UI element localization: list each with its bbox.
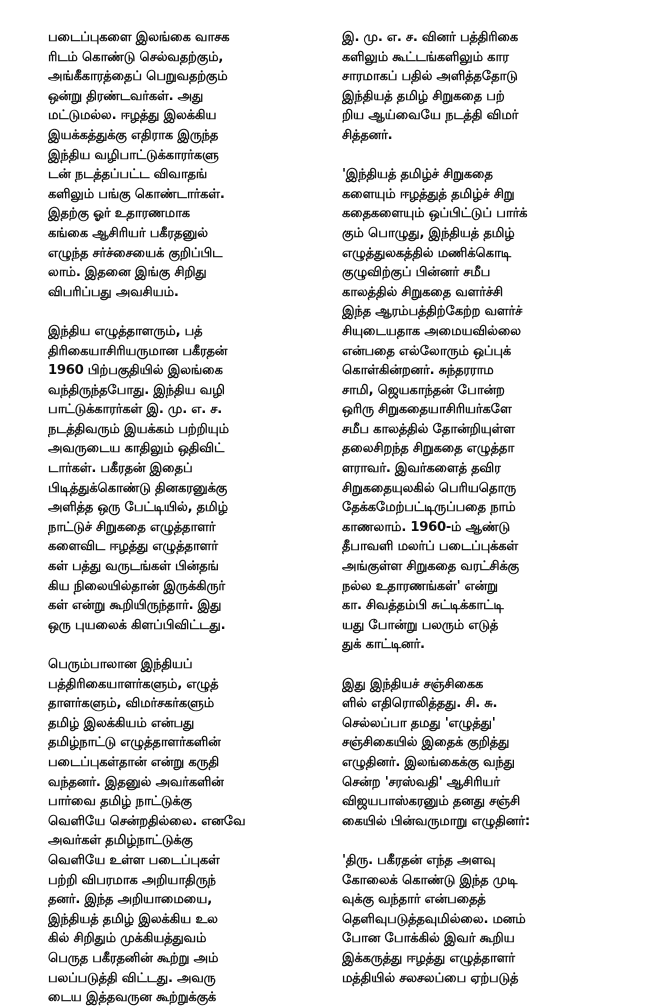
text-line: இக்கருத்து ஈழத்து எழுத்தாளர்	[342, 950, 515, 966]
text-line: தனர். இந்த அறியாமையை,	[48, 892, 212, 908]
text-line: கதைகளையும் ஒப்பிட்டுப் பார்க்	[342, 206, 528, 222]
text-line: திரிகையாசிரியருமான பகீரதன்	[48, 343, 228, 359]
text-line: பெரும்பாலான இந்தியப்	[48, 657, 193, 672]
text-line: இயக்கத்துக்கு எதிராக இருந்த	[48, 127, 219, 143]
text-line: இந்திய வழிபாட்டுக்காரர்களு	[48, 147, 219, 163]
text-line: களிலும் பங்கு கொண்டார்கள்.	[48, 186, 225, 202]
text-line: வெளியே சென்றதில்லை. எனவே	[48, 813, 246, 829]
text-line: ஒரு புயலைக் கிளப்பிவிட்டது.	[48, 617, 226, 633]
text-line: கோலைக் கொண்டு இந்த முடி	[342, 872, 518, 888]
text-line: வந்தனர். இதனுல் அவர்களின்	[48, 774, 224, 790]
text-line: இது இந்தியச் சஞ்சிகைக	[342, 676, 484, 692]
text-line: பார்வை தமிழ் நாட்டுக்கு	[48, 794, 192, 810]
text-line: குழுவிற்குப் பின்னர் சமீப	[342, 265, 491, 281]
text-line: விஜயபாஸ்கரனும் தனது சஞ்சி	[342, 794, 521, 810]
text-line: தேக்கமேற்பட்டிருப்பதை நாம்	[342, 500, 516, 516]
text-line: இதற்கு ஓர் உதாரணமாக	[48, 206, 190, 222]
text-line: கையில் பின்வருமாறு எழுதினர்:	[342, 813, 530, 829]
text-line: சாமி, ஜெயகாந்தன் போன்ற	[342, 382, 505, 398]
text-line: தலைசிறந்த சிறுகதை எழுத்தா	[342, 441, 515, 457]
paragraph-gap	[48, 635, 318, 655]
paragraph	[48, 655, 318, 1008]
text-line: களையும் ஈழத்துத் தமிழ்ச் சிறு	[342, 186, 515, 202]
text-line: மட்டுமல்ல. ஈழத்து இலக்கிய	[48, 108, 217, 124]
text-line: களிலும் கூட்டங்களிலும் கார	[342, 49, 509, 65]
text-line: எழுந்த சர்ச்சையைக் குறிப்பிட	[48, 245, 223, 261]
text-line: எழுதினர். இலங்கைக்கு வந்து	[342, 754, 515, 770]
text-line: தெளிவுபடுத்தவுமில்லை. மனம்	[342, 911, 526, 927]
text-line: தீபாவளி மலர்ப் படைப்புக்கள்	[342, 539, 519, 555]
text-line: வெளியே உள்ள படைப்புகள்	[48, 852, 220, 868]
text-line: ளராவர். இவர்களைத் தவிர	[342, 461, 501, 477]
text-line: கங்கை ஆசிரியர் பகீரதனுல்	[48, 225, 208, 241]
text-line: போன போக்கில் இவர் கூறிய	[342, 931, 515, 947]
paragraph	[48, 28, 318, 302]
text-line: சாரமாகப் பதில் அளித்ததோடு	[342, 69, 518, 85]
text-line: பலப்படுத்தி விட்டது. அவரு	[48, 970, 216, 986]
text-line: ளில் எதிரொலித்தது. சி. சு.	[342, 696, 498, 712]
text-line: கா. சிவத்தம்பி சுட்டிக்காட்டி	[342, 598, 504, 614]
text-line: 1960 பிற்பகுதியில் இலங்கை	[48, 363, 223, 379]
text-line: வந்திருந்தபோது. இந்திய வழி	[48, 382, 225, 398]
paragraph-gap	[342, 831, 612, 851]
text-line: துக் காட்டினர்.	[342, 637, 425, 653]
paragraph	[342, 165, 612, 655]
text-line: பற்றி விபரமாக அறியாதிருந்	[48, 872, 216, 888]
text-line: லாம். இதனை இங்கு சிறிது	[48, 265, 207, 281]
text-line: 'திரு. பகீரதன் எந்த அளவு	[342, 852, 496, 868]
text-line: நடத்திவரும் இயக்கம் பற்றியும்	[48, 421, 229, 437]
text-line: ரிடம் கொண்டு செல்வதற்கும்,	[48, 49, 224, 65]
text-line: சஞ்சிகையில் இதைக் குறித்து	[342, 735, 510, 751]
text-line: சித்தனர்.	[342, 127, 393, 143]
paragraph	[342, 851, 612, 988]
text-line: சியுடையதாக அமையவில்லை	[342, 323, 521, 339]
text-line: படைப்புகள்தான் என்று கருதி	[48, 754, 219, 770]
text-line: டைய இத்தவருன கூற்றுக்குக்	[48, 990, 217, 1006]
text-line: வுக்கு வந்தார் என்பதைத்	[342, 892, 486, 908]
text-line: டன் நடத்தப்பட்ட விவாதங்	[48, 167, 208, 183]
text-line: பிடித்துக்கொண்டு தினகரனுக்கு	[48, 480, 228, 496]
text-line: சமீப காலத்தில் தோன்றியுள்ள	[342, 421, 515, 437]
text-line: கிய நிலையில்தான் இருக்கிருர்	[48, 578, 225, 594]
text-line: நாட்டுச் சிறுகதை எழுத்தாளர்	[48, 519, 216, 535]
text-line: கில் சிறிதும் முக்கியத்துவம்	[48, 931, 207, 947]
text-line: சென்ற 'சரஸ்வதி' ஆசிரியர்	[342, 774, 500, 790]
text-line: சிறுகதையுலகில் பெரியதொரு	[342, 480, 517, 496]
text-line: தாளர்களும், விமர்சகர்களும்	[48, 696, 215, 712]
text-line: றிய ஆய்வையே நடத்தி விமர்	[342, 108, 519, 124]
text-line: தமிழ் இலக்கியம் என்பது	[48, 715, 195, 731]
text-line: ஒன்று திரண்டவர்கள். அது	[48, 88, 204, 104]
text-line: பத்திரிகையாளர்களும், எழுத்	[48, 676, 219, 692]
text-line: காணலாம். 1960-ம் ஆண்டு	[342, 519, 510, 535]
text-line: தமிழ்நாட்டு எழுத்தாளர்களின்	[48, 735, 221, 751]
text-line: மத்தியில் சலசலப்பை ஏற்படுத்	[342, 970, 519, 986]
paragraph	[48, 322, 318, 636]
text-line: நல்ல உதாரணங்கள்' என்று	[342, 578, 498, 594]
text-line: அங்குள்ள சிறுகதை வரட்சிக்கு	[342, 559, 519, 575]
text-line: கள் பத்து வருடங்கள் பின்தங்	[48, 559, 219, 575]
text-line: படைப்புகளை இலங்கை வாசக	[48, 30, 230, 45]
text-line: 'இந்தியத் தமிழ்ச் சிறுகதை	[342, 167, 493, 183]
left-column	[48, 28, 318, 1008]
text-line: அவருடைய காதிலும் ஒதிவிட்	[48, 441, 225, 457]
text-line: இந்திய எழுத்தாளரும், பத்	[48, 323, 203, 339]
text-line: இந்தியத் தமிழ் இலக்கிய உல	[48, 911, 218, 927]
text-line: செல்லப்பா தமது 'எழுத்து'	[342, 715, 496, 731]
text-line: கொள்கின்றனர். சுந்தரராம	[342, 363, 494, 379]
text-line: களைவிட ஈழத்து எழுத்தாளர்	[48, 539, 218, 555]
text-line: அளித்த ஒரு பேட்டியில், தமிழ்	[48, 500, 228, 516]
text-line: கும் பொழுது, இந்தியத் தமிழ்	[342, 225, 515, 241]
text-line: இந்த ஆரம்பத்திற்கேற்ற வளர்ச்	[342, 304, 523, 320]
text-line: விபரிப்பது அவசியம்.	[48, 284, 179, 300]
text-line: டார்கள். பகீரதன் இதைப்	[48, 461, 193, 477]
text-line: அவர்கள் தமிழ்நாட்டுக்கு	[48, 833, 193, 849]
paragraph-gap	[342, 146, 612, 166]
text-line: பாட்டுக்காரர்கள் இ. மு. எ. ச.	[48, 402, 222, 418]
right-column	[342, 28, 612, 988]
text-line: அங்கீகாரத்தைப் பெறுவதற்கும்	[48, 69, 228, 85]
text-line: பெருத பகீரதனின் கூற்று அம்	[48, 950, 219, 966]
paragraph-gap	[342, 655, 612, 675]
paragraph	[342, 28, 612, 146]
text-line: காலத்தில் சிறுகதை வளர்ச்சி	[342, 284, 503, 300]
paragraph	[342, 675, 612, 832]
text-line: இ. மு. எ. ச. வினர் பத்திரிகை	[342, 30, 519, 45]
paragraph-gap	[48, 302, 318, 322]
text-line: எழுத்துலகத்தில் மணிக்கொடி	[342, 245, 511, 261]
text-line: கள் என்று கூறியிருந்தார். இது	[48, 598, 222, 614]
text-line: யது போன்று பலரும் எடுத்	[342, 617, 499, 633]
text-line: என்பதை எல்லோரும் ஒப்புக்	[342, 343, 512, 359]
text-line: ஒரிரு சிறுகதையாசிரியர்களே	[342, 402, 512, 418]
text-line: இந்தியத் தமிழ் சிறுகதை பற்	[342, 88, 505, 104]
